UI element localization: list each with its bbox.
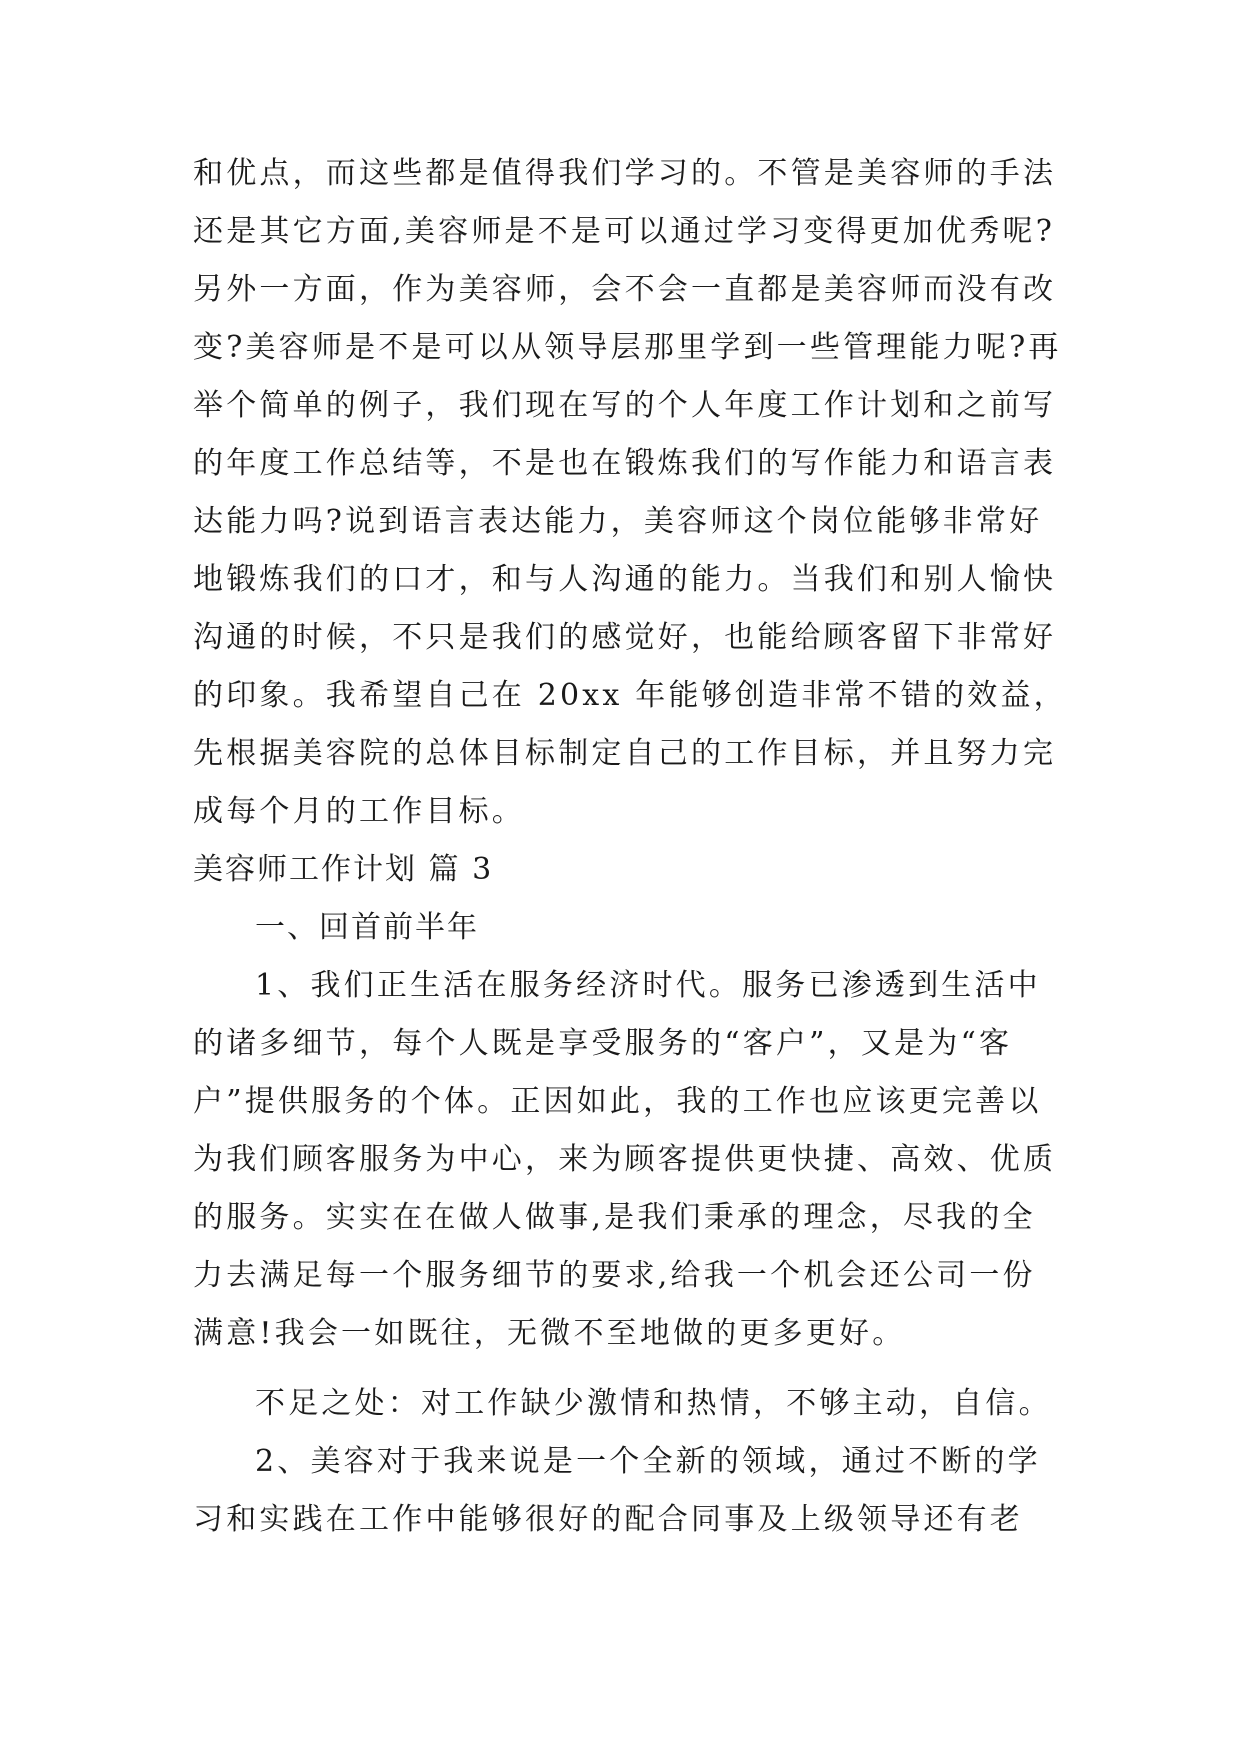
subheading: 一、回首前半年	[255, 910, 479, 945]
text-line: 地锻炼我们的口才，和与人沟通的能力。当我们和别人愉快	[193, 562, 1057, 597]
text-line: 举个简单的例子，我们现在写的个人年度工作计划和之前写	[193, 388, 1057, 423]
text-line: 变?美容师是不是可以从领导层那里学到一些管理能力呢?再	[193, 330, 1062, 365]
text-line: 达能力吗?说到语言表达能力，美容师这个岗位能够非常好	[193, 504, 1043, 539]
text-line: 先根据美容院的总体目标制定自己的工作目标，并且努力完	[193, 736, 1057, 771]
text-line: 的诸多细节，每个人既是享受服务的“客户”，又是为“客	[193, 1026, 1013, 1061]
text-line: 的印象。我希望自己在 20xx 年能够创造非常不错的效益，	[193, 678, 1067, 713]
text-line: 的年度工作总结等，不是也在锻炼我们的写作能力和语言表	[193, 446, 1057, 481]
text-line: 满意!我会一如既往，无微不至地做的更多更好。	[193, 1316, 906, 1351]
text-line: 力去满足每一个服务细节的要求,给我一个机会还公司一份	[193, 1258, 1036, 1293]
text-line: 1、我们正生活在服务经济时代。服务已渗透到生活中	[255, 968, 1041, 1003]
text-line: 的服务。实实在在做人做事,是我们秉承的理念，尽我的全	[193, 1200, 1036, 1235]
text-line: 户”提供服务的个体。正因如此，我的工作也应该更完善以	[193, 1084, 1042, 1119]
text-line: 2、美容对于我来说是一个全新的领域，通过不断的学	[255, 1444, 1041, 1479]
text-line: 习和实践在工作中能够很好的配合同事及上级领导还有老	[193, 1502, 1023, 1537]
text-line: 还是其它方面,美容师是不是可以通过学习变得更加优秀呢?	[193, 214, 1056, 249]
text-line: 不足之处：对工作缺少激情和热情，不够主动，自信。	[255, 1386, 1052, 1421]
text-line: 另外一方面，作为美容师，会不会一直都是美容师而没有改	[193, 272, 1057, 307]
section-title: 美容师工作计划 篇 3	[193, 852, 494, 887]
text-line: 和优点，而这些都是值得我们学习的。不管是美容师的手法	[193, 156, 1057, 191]
text-line: 沟通的时候，不只是我们的感觉好，也能给顾客留下非常好	[193, 620, 1057, 655]
text-line: 成每个月的工作目标。	[193, 794, 525, 829]
text-line: 为我们顾客服务为中心，来为顾客提供更快捷、高效、优质	[193, 1142, 1057, 1177]
